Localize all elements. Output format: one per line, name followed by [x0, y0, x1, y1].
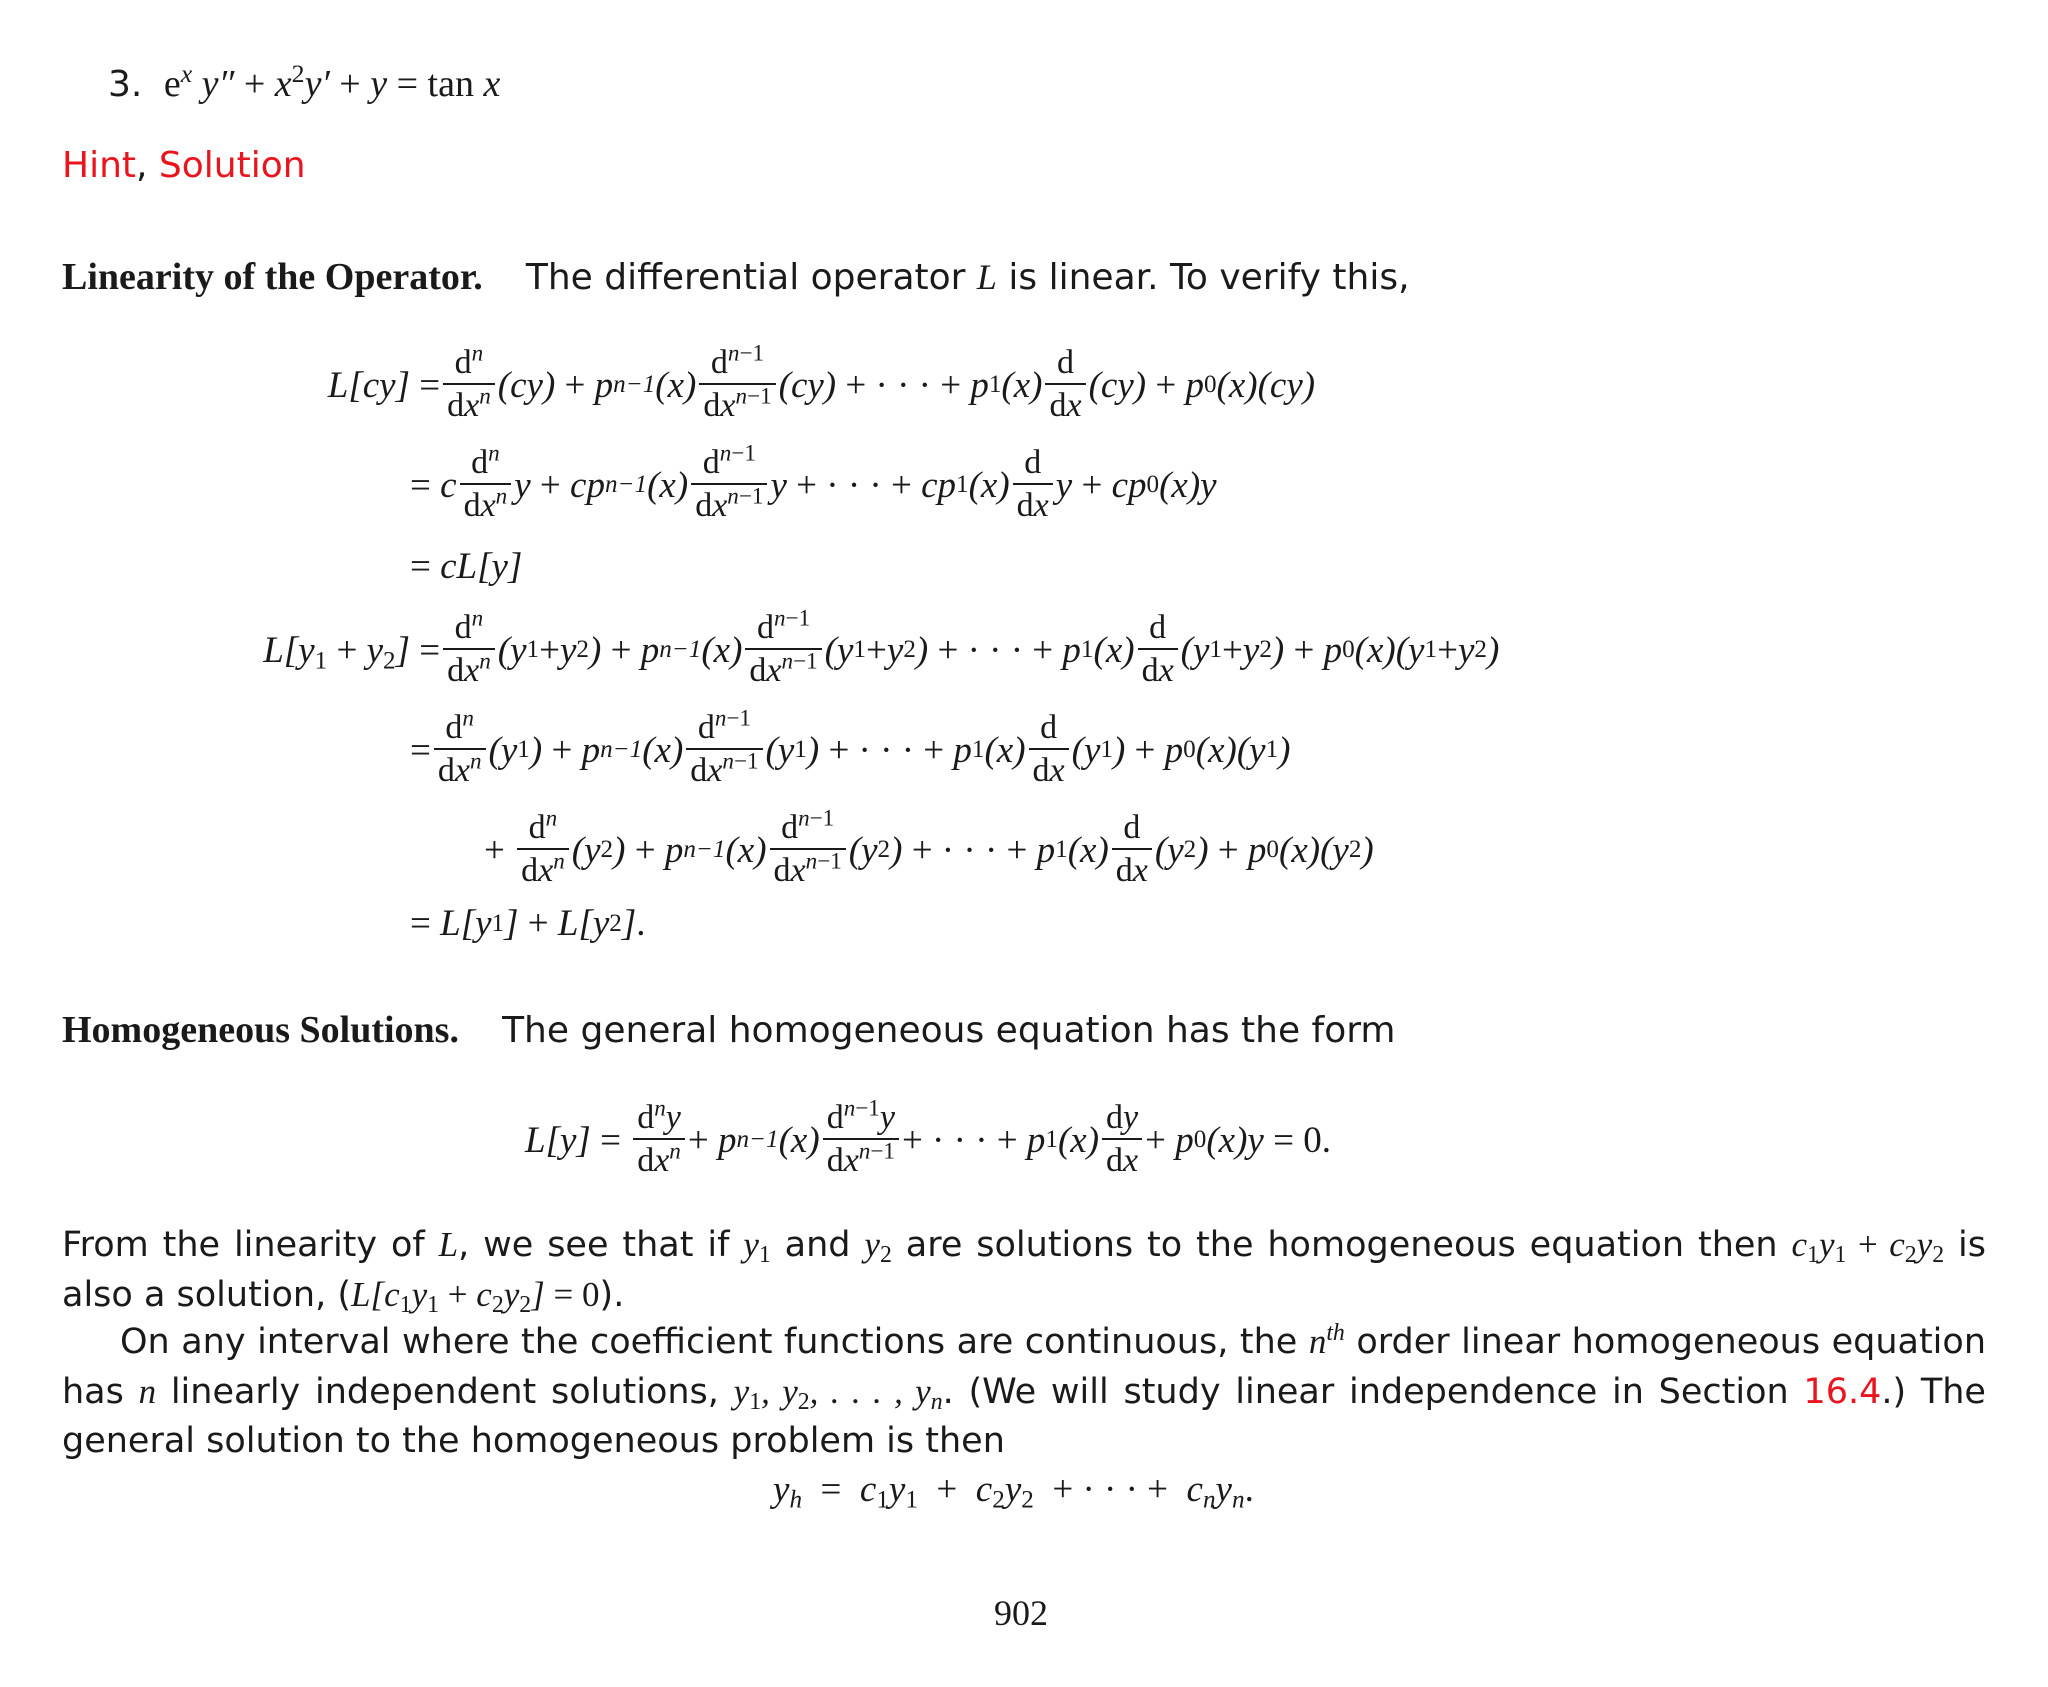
equation-line: = $\frac{d^n}{dx^n}$ (y 1 ) + p n−1 (x) $\frac{d^{n-1}}{dx^{n-1}}$ (y 1 ) + · · · + p 1 (x) $\frac{d}{dx}$ (y 1 ) + p 0 (x)(y 1 )	[410, 708, 1290, 792]
homogeneous-intro: The general homogeneous equation has the form	[502, 1010, 1396, 1051]
exercise-number: 3.	[108, 64, 143, 105]
homogeneous-equation: L[y] = $\frac{d^ny}{dx^n}$ + p n−1 (x) $\frac{d^{n-1}y}{dx^{n-1}}$ + · · · + p 1 (x) $\frac{dy}{dx}$ + p 0 (x)y = 0.	[525, 1098, 1331, 1182]
paragraph-independent-solutions: On any interval where the coefficient functions are continuous, the $n^{th}$ order linear homogeneous equation has n linearly independent solutions, $y_1$, $y_2$, . . . , $y_n$. (We will study linear independence in Section 16.4.) The general solution to the homogeneous problem is then	[62, 1319, 1987, 1461]
equation-line: L[cy] = $\frac{d^n}{dx^n}$ (cy) + p n−1 (x) $\frac{d^{n-1}}{dx^{n-1}}$ (cy) + · · · + p 1 (x) $\frac{d}{dx}$ (cy) + p 0 (x)(cy)	[310, 343, 1315, 427]
equation-line: = c $\frac{d^n}{dx^n}$ y + cp n−1 (x) $\frac{d^{n-1}}{dx^{n-1}}$ y + · · · + cp 1 (x) $\frac{d}{dx}$ y + cp 0 (x)y	[410, 443, 1217, 527]
solution-link[interactable]: Solution	[158, 145, 306, 186]
linearity-intro: The differential operator L is linear. To verify this,	[525, 257, 1410, 298]
linearity-section-header	[62, 255, 1410, 299]
homogeneous-section-header	[62, 1008, 1396, 1052]
hint-solution-links	[62, 145, 306, 186]
page-number: 902	[994, 1593, 1048, 1633]
homogeneous-heading: Homogeneous Solutions.	[62, 1009, 459, 1051]
paragraph-linearity-consequence: From the linearity of L, we see that if $y_1$ and $y_2$ are solutions to the homogeneous equation then $c_1y_1 + c_2y_2$ is also a solution, $(L[c_1y_1 + c_2y_2] = 0)$.	[62, 1225, 1986, 1318]
general-solution-equation: $y_h = c_1y_1 + c_2y_2$ + · · · + $c_ny_n$.	[773, 1469, 1254, 1514]
equation-line: = L[y 1 ] + L[y 2 ] .	[410, 903, 646, 944]
equation-line: + $\frac{d^n}{dx^n}$ (y 2 ) + p n−1 (x) $\frac{d^{n-1}}{dx^{n-1}}$ (y 2 ) + · · · + p 1 (x) $\frac{d}{dx}$ (y 2 ) + p 0 (x)(y 2 )	[484, 808, 1374, 892]
equation-line: $L[y_1 + y_2]$ = $\frac{d^n}{dx^n}$ (y 1 + y 2 ) + p n−1 (x) $\frac{d^{n-1}}{dx^{n-1}}$ (y 1 + y 2 ) + · · · + p 1 (x) $\frac{d}{dx}$ (y 1 + y 2 ) + p 0 (x)(y 1 + y 2 )	[230, 608, 1499, 692]
link-separator: ,	[136, 145, 148, 186]
exercise-equation: $e^x$ $y'' + x^2y' + y = \tan x$	[163, 58, 501, 105]
equation-line: = cL[y]	[410, 546, 523, 587]
section-link[interactable]: 16.4	[1803, 1372, 1882, 1412]
linearity-heading: Linearity of the Operator.	[62, 256, 483, 298]
hint-link[interactable]: Hint	[62, 145, 137, 186]
exercise-item	[108, 58, 501, 106]
